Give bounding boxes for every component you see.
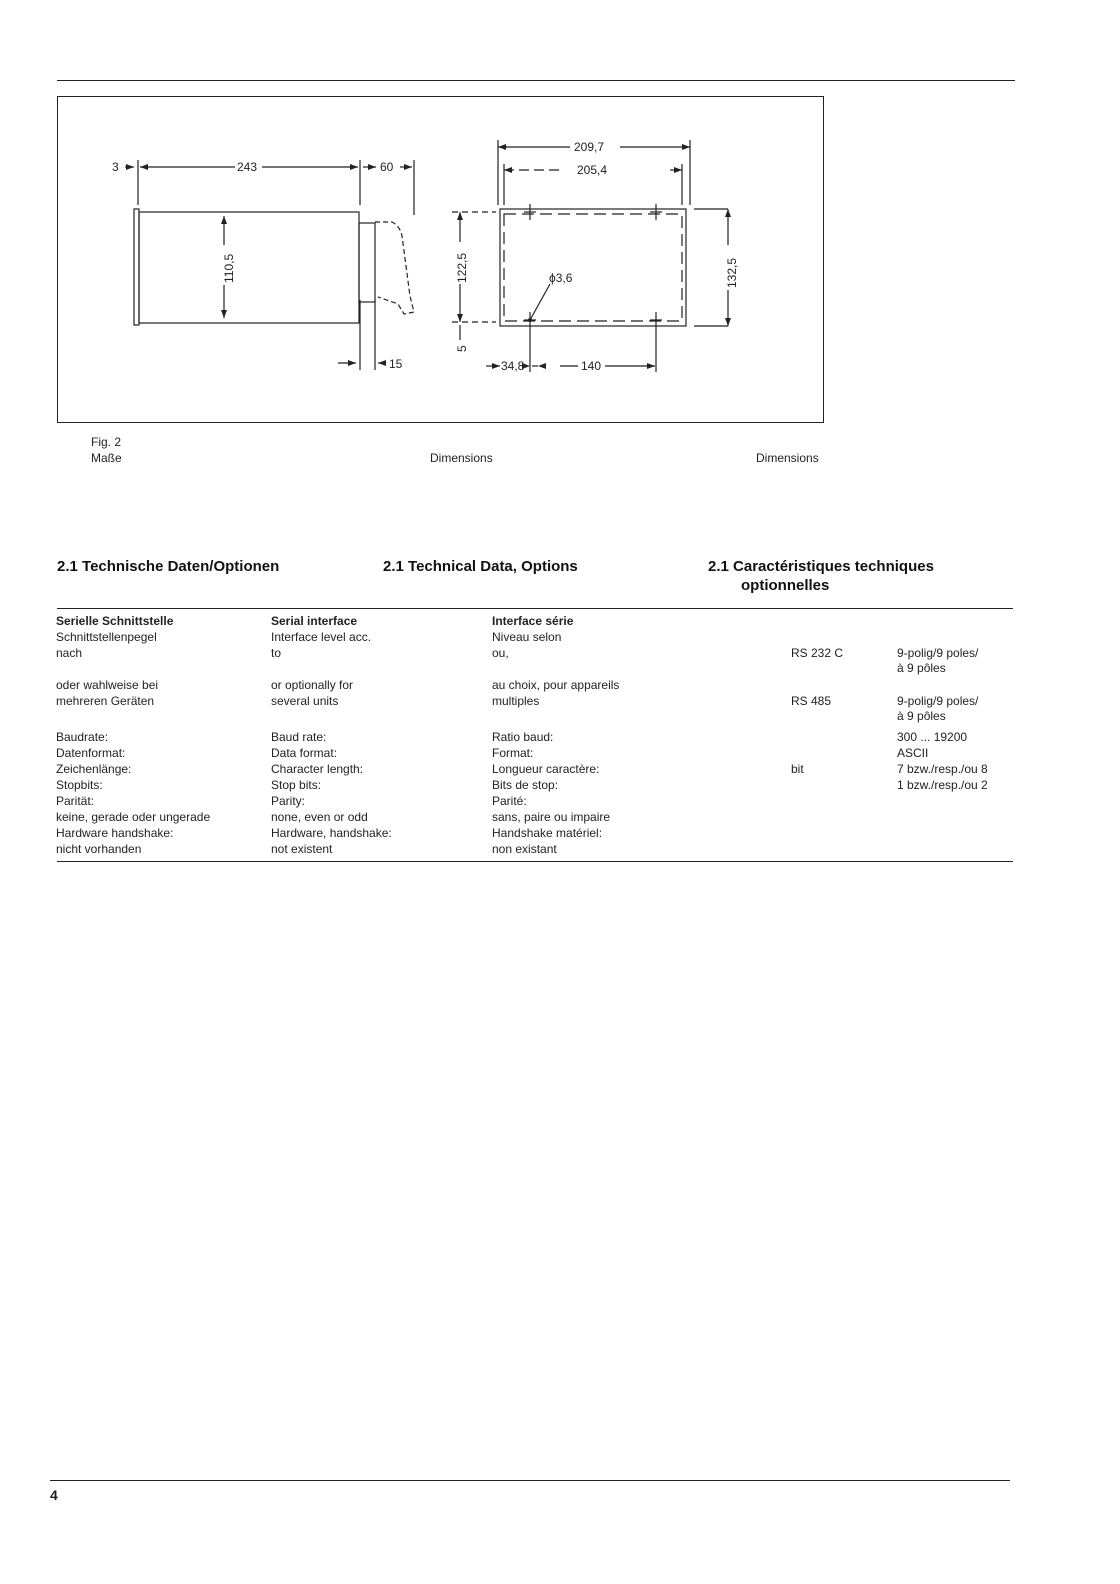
cell-en: Stop bits: (271, 778, 322, 792)
cell-de: Stopbits: (56, 778, 103, 792)
dim-front-inner-width: 205,4 (577, 163, 608, 177)
cell-de: Baudrate: (56, 730, 109, 744)
cell-en: Character length: (271, 762, 364, 776)
dim-hole-bottom-offset: 5 (455, 345, 469, 352)
dim-side-flange: 3 (112, 160, 119, 174)
side-view-flange (134, 209, 139, 325)
cell-unit: RS 232 C (791, 646, 844, 660)
dimension-drawing (0, 0, 1120, 440)
cell-value: 9-polig/9 poles/ (897, 694, 979, 708)
front-view-cutout (504, 214, 682, 321)
footer-rule (50, 1480, 1010, 1481)
cell-de: Datenformat: (56, 746, 126, 760)
caption-en: Dimensions (430, 451, 493, 465)
cell-value: à 9 pôles (897, 661, 946, 675)
cell-fr: sans, paire ou impaire (492, 810, 611, 824)
heading-de: 2.1 Technische Daten/Optionen (57, 558, 280, 575)
caption-fr: Dimensions (756, 451, 819, 465)
cell-de: Schnittstellenpegel (56, 630, 157, 644)
side-view-cable (375, 222, 414, 314)
table-header-de: Serielle Schnittstelle (56, 614, 174, 628)
cell-en: or optionally for (271, 678, 354, 692)
cell-value: à 9 pôles (897, 709, 946, 723)
cell-en: Hardware, handshake: (271, 826, 392, 840)
side-view-connector (359, 223, 375, 302)
dim-hole-spacing: 140 (581, 359, 602, 373)
cell-de: mehreren Geräten (56, 694, 155, 708)
cell-de: Parität: (56, 794, 95, 808)
heading-en: 2.1 Technical Data, Options (383, 558, 578, 575)
page-number: 4 (50, 1487, 58, 1503)
cell-fr: Niveau selon (492, 630, 562, 644)
table-header-fr: Interface série (492, 614, 574, 628)
dim-hole-left-offset: 34,8 (501, 359, 525, 373)
dim-front-width: 209,7 (574, 140, 605, 154)
cell-en: Interface level acc. (271, 630, 372, 644)
heading-fr-line2: optionnelles (741, 577, 830, 594)
dim-hole-diameter: ϕ3,6 (549, 271, 573, 285)
cell-fr: Handshake matériel: (492, 826, 603, 840)
side-view-body (139, 212, 359, 323)
cell-de: keine, gerade oder ungerade (56, 810, 211, 824)
table-top-rule (57, 608, 1013, 609)
cell-fr: Bits de stop: (492, 778, 559, 792)
cell-en: not existent (271, 842, 333, 856)
table-bottom-rule (57, 861, 1013, 862)
cell-fr: non existant (492, 842, 557, 856)
dim-side-depth: 15 (389, 357, 403, 371)
cell-en: to (271, 646, 282, 660)
table-header-en: Serial interface (271, 614, 358, 628)
cell-fr: au choix, pour appareils (492, 678, 620, 692)
cell-value: ASCII (897, 746, 929, 760)
cell-en: Parity: (271, 794, 306, 808)
cell-de: Zeichenlänge: (56, 762, 132, 776)
cell-de: nicht vorhanden (56, 842, 142, 856)
dim-side-length: 243 (237, 160, 258, 174)
caption-de: Maße (91, 451, 122, 465)
heading-fr-line1: 2.1 Caractéristiques techniques (708, 558, 934, 575)
dim-front-outer-height: 132,5 (725, 257, 739, 288)
cell-en: Baud rate: (271, 730, 327, 744)
dim-front-height: 122,5 (455, 252, 469, 283)
cell-fr: Ratio baud: (492, 730, 554, 744)
dim-side-height: 110,5 (222, 253, 236, 283)
cell-en: Data format: (271, 746, 338, 760)
cell-unit: bit (791, 762, 804, 776)
front-view-outline (500, 209, 686, 326)
cell-fr: Parité: (492, 794, 527, 808)
cell-fr: ou, (492, 646, 509, 660)
cell-fr: multiples (492, 694, 540, 708)
dim-side-protrusion: 60 (380, 160, 394, 174)
cell-value: 9-polig/9 poles/ (897, 646, 979, 660)
cell-de: nach (56, 646, 83, 660)
cell-value: 300 ... 19200 (897, 730, 968, 744)
cell-value: 1 bzw./resp./ou 2 (897, 778, 988, 792)
cell-fr: Format: (492, 746, 534, 760)
cell-fr: Longueur caractère: (492, 762, 600, 776)
cell-en: several units (271, 694, 339, 708)
cell-unit: RS 485 (791, 694, 832, 708)
cell-value: 7 bzw./resp./ou 8 (897, 762, 988, 776)
cell-en: none, even or odd (271, 810, 368, 824)
figure-label: Fig. 2 (91, 435, 122, 449)
cell-de: Hardware handshake: (56, 826, 174, 840)
cell-de: oder wahlweise bei (56, 678, 159, 692)
